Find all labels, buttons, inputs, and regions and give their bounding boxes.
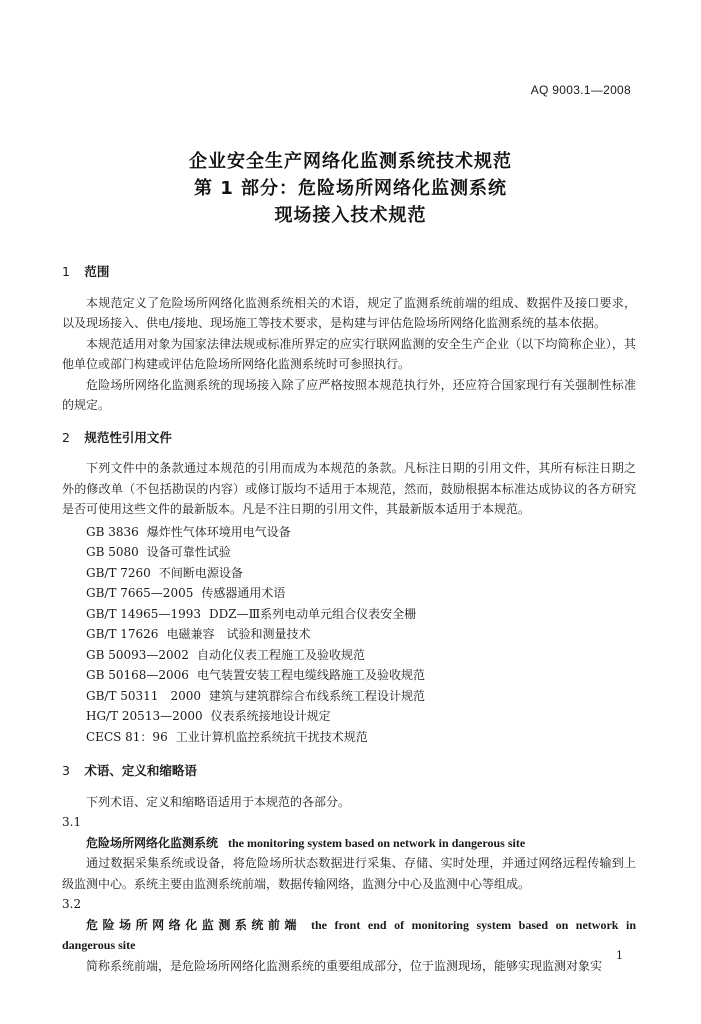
section-number: 3 [62,763,70,778]
term-english: the front end of monitoring system based on network in [311,917,636,932]
reference-item: GB/T 17626 电磁兼容 试验和测量技术 [86,627,311,641]
reference-item: GB 5080 设备可靠性试验 [86,545,231,559]
section-3-heading [62,761,636,782]
section-title: 范围 [84,264,110,279]
reference-list [86,522,636,748]
term-definition: 简称系统前端，是危险场所网络化监测系统的重要组成部分，位于监测现场，能够实现监测对象实 [86,958,603,973]
term-chinese: 危险场所网络化监测系统前端 [86,917,302,932]
term-english-continued: dangerous site [62,938,136,952]
reference-item: GB/T 7665—2005 传感器通用术语 [86,586,286,600]
section-2-heading [62,428,636,449]
standard-code: AQ 9003.1—2008 [530,83,631,97]
paragraph: 下列术语、定义和缩略语适用于本规范的各部分。 [86,794,351,809]
reference-item: GB/T 50311 2000 建筑与建筑群综合布线系统工程设计规范 [86,688,425,703]
reference-item: GB 50168—2006 电气装置安装工程电缆线路施工及验收规范 [86,668,425,682]
reference-item: GB 50093—2002 自动化仪表工程施工及验收规范 [86,647,365,662]
page-number: 1 [616,949,623,962]
reference-item: GB/T 7260 不间断电源设备 [86,565,243,580]
term-chinese: 危险场所网络化监测系统 [86,835,219,850]
title-line-1: 企业安全生产网络化监测系统技术规范 [189,151,512,172]
paragraph: 本规范适用对象为国家法律法规或标准所界定的应实行联网监测的安全生产企业（以下均简称企业），其他单位或部门构建或评估危险场所网络化监测系统时可参照执行。 [62,336,636,371]
reference-item: CECS 81：96 工业计算机监控系统抗干扰技术规范 [86,729,368,744]
section-title: 规范性引用文件 [84,429,172,445]
reference-item: GB/T 14965—1993 DDZ—Ⅲ系列电动单元组合仪表安全栅 [86,606,417,621]
document-body [62,262,636,976]
term-definition: 通过数据采集系统或设备，将危险场所状态数据进行采集、存储、实时处理，并通过网络远程传输到上级监测中心。系统主要由监测系统前端，数据传输网络，监测分中心及监测中心等组成。 [62,856,636,891]
paragraph: 危险场所网络化监测系统的现场接入除了应严格按照本规范执行外，还应符合国家现行有关强制性标准的规定。 [62,377,636,412]
term-number: 3.2 [62,897,82,911]
term-heading [62,915,636,936]
title-line-3: 现场接入技术规范 [274,205,427,226]
paragraph: 下列文件中的条款通过本规范的引用而成为本规范的条款。凡标注日期的引用文件，其所有标注日期之外的修改单（不包括勘误的内容）或修订版均不适用于本规范，然而，鼓励根据本标准达成协议的各方研究是否可使用这些文件的最新版本。凡是不注日期的引用文件，其最新版本适用于本规范。 [62,461,636,516]
reference-item: HG/T 20513—2000 仪表系统接地设计规定 [86,709,331,723]
reference-item: GB 3836 爆炸性气体环境用电气设备 [86,524,291,539]
document-title [0,148,701,229]
section-title: 术语、定义和缩略语 [84,763,197,778]
term-heading [62,833,636,854]
term-number: 3.1 [62,815,82,829]
term-english: the monitoring system based on network in dangerous site [228,835,526,850]
section-number: 2 [62,429,70,445]
section-1-heading [62,262,636,283]
paragraph: 本规范定义了危险场所网络化监测系统相关的术语，规定了监测系统前端的组成、数据件及接口要求，以及现场接入、供电/接地、现场施工等技术要求，是构建与评估危险场所网络化监测系统的基本依据。 [62,295,636,330]
section-number: 1 [62,264,70,279]
title-line-2: 第 1 部分：危险场所网络化监测系统 [193,178,508,199]
